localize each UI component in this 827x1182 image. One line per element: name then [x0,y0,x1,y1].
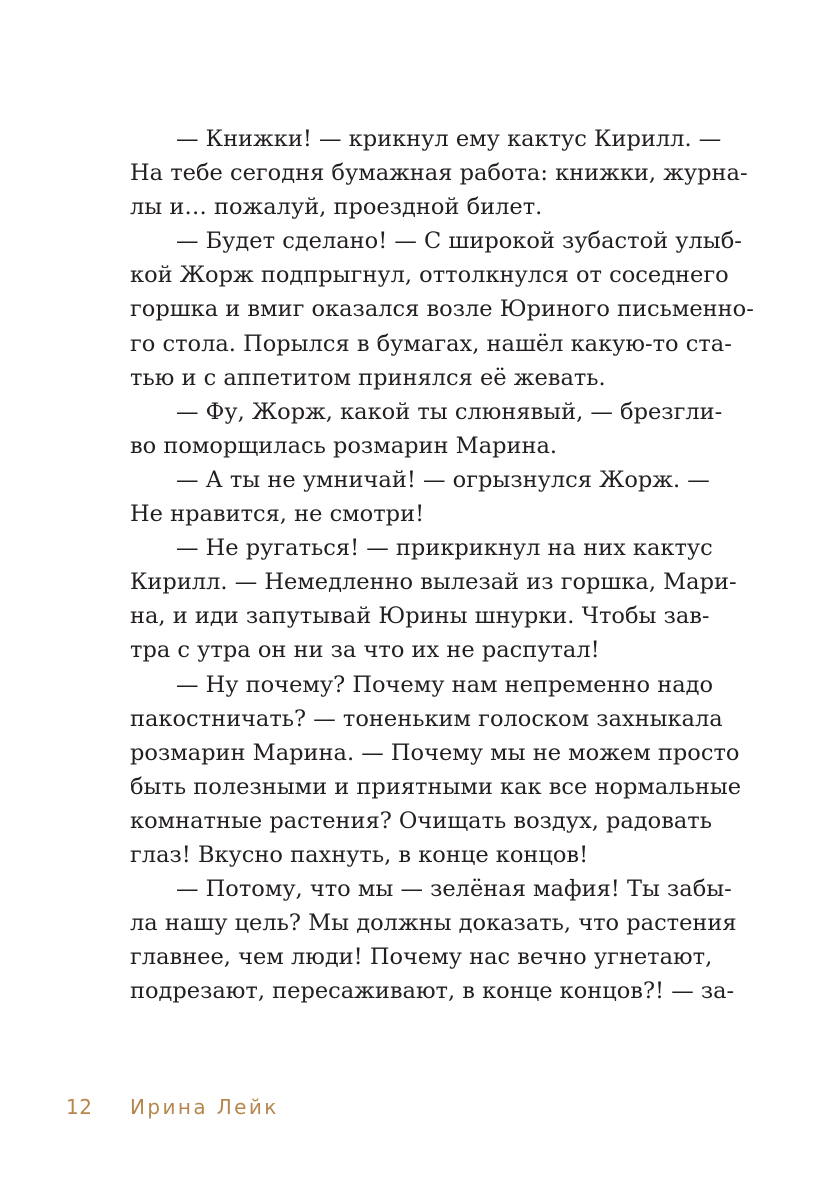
text-line: — Фу, Жорж, какой ты слюнявый, — брезгли- [176,398,723,425]
text-line: — Потому, что мы — зелёная мафия! Ты забы- [176,876,732,903]
author-name: Ирина Лейк [130,1095,279,1119]
text-line: На тебе сегодня бумажная работа: книжки, журна- [130,160,748,187]
page-number: 12 [66,1095,93,1119]
text-line: пакостничать? — тоненьким голоском захныкала [130,705,723,732]
text-line: — Будет сделано! — С широкой зубастой улыб- [176,228,742,255]
text-line: подрезают, пересаживают, в конце концов?! — за- [130,978,735,1005]
text-line: тра с утра он ни за что их не распутал! [130,637,600,664]
text-line: главнее, чем люди! Почему нас вечно угнетают, [130,944,713,971]
text-line: горшка и вмиг оказался возле Юриного письменно- [130,296,754,323]
body-text [130,122,754,1008]
text-line: — Книжки! — крикнул ему кактус Кирилл. — [176,126,722,152]
text-line: го стола. Порылся в бумагах, нашёл какую-то ста- [130,330,732,357]
text-line: Не нравится, не смотри! [130,501,425,528]
text-line: Кирилл. — Немедленно вылезай из горшка, Мари- [130,569,737,596]
page-footer [0,1095,827,1125]
text-line: комнатные растения? Очищать воздух, радовать [130,807,712,834]
text-line: тью и с аппетитом принялся её жевать. [130,364,606,391]
text-line: — Ну почему? Почему нам непременно надо [176,671,714,698]
text-line: розмарин Марина. — Почему мы не можем просто [130,739,740,766]
text-line: лы и… пожалуй, проездной билет. [130,194,543,221]
text-line: глаз! Вкусно пахнуть, в конце концов! [130,841,589,868]
text-line: ла нашу цель? Мы должны доказать, что растения [130,910,737,937]
text-line: во поморщилась розмарин Марина. [130,432,558,459]
text-line: быть полезными и приятными как все нормальные [130,773,742,800]
text-line: на, и иди запутывай Юрины шнурки. Чтобы зав- [130,603,710,630]
text-line: кой Жорж подпрыгнул, оттолкнулся от соседнего [130,262,729,289]
text-line: — Не ругаться! — прикрикнул на них кактус [176,535,713,562]
text-line: — А ты не умничай! — огрызнулся Жорж. — [176,466,710,493]
